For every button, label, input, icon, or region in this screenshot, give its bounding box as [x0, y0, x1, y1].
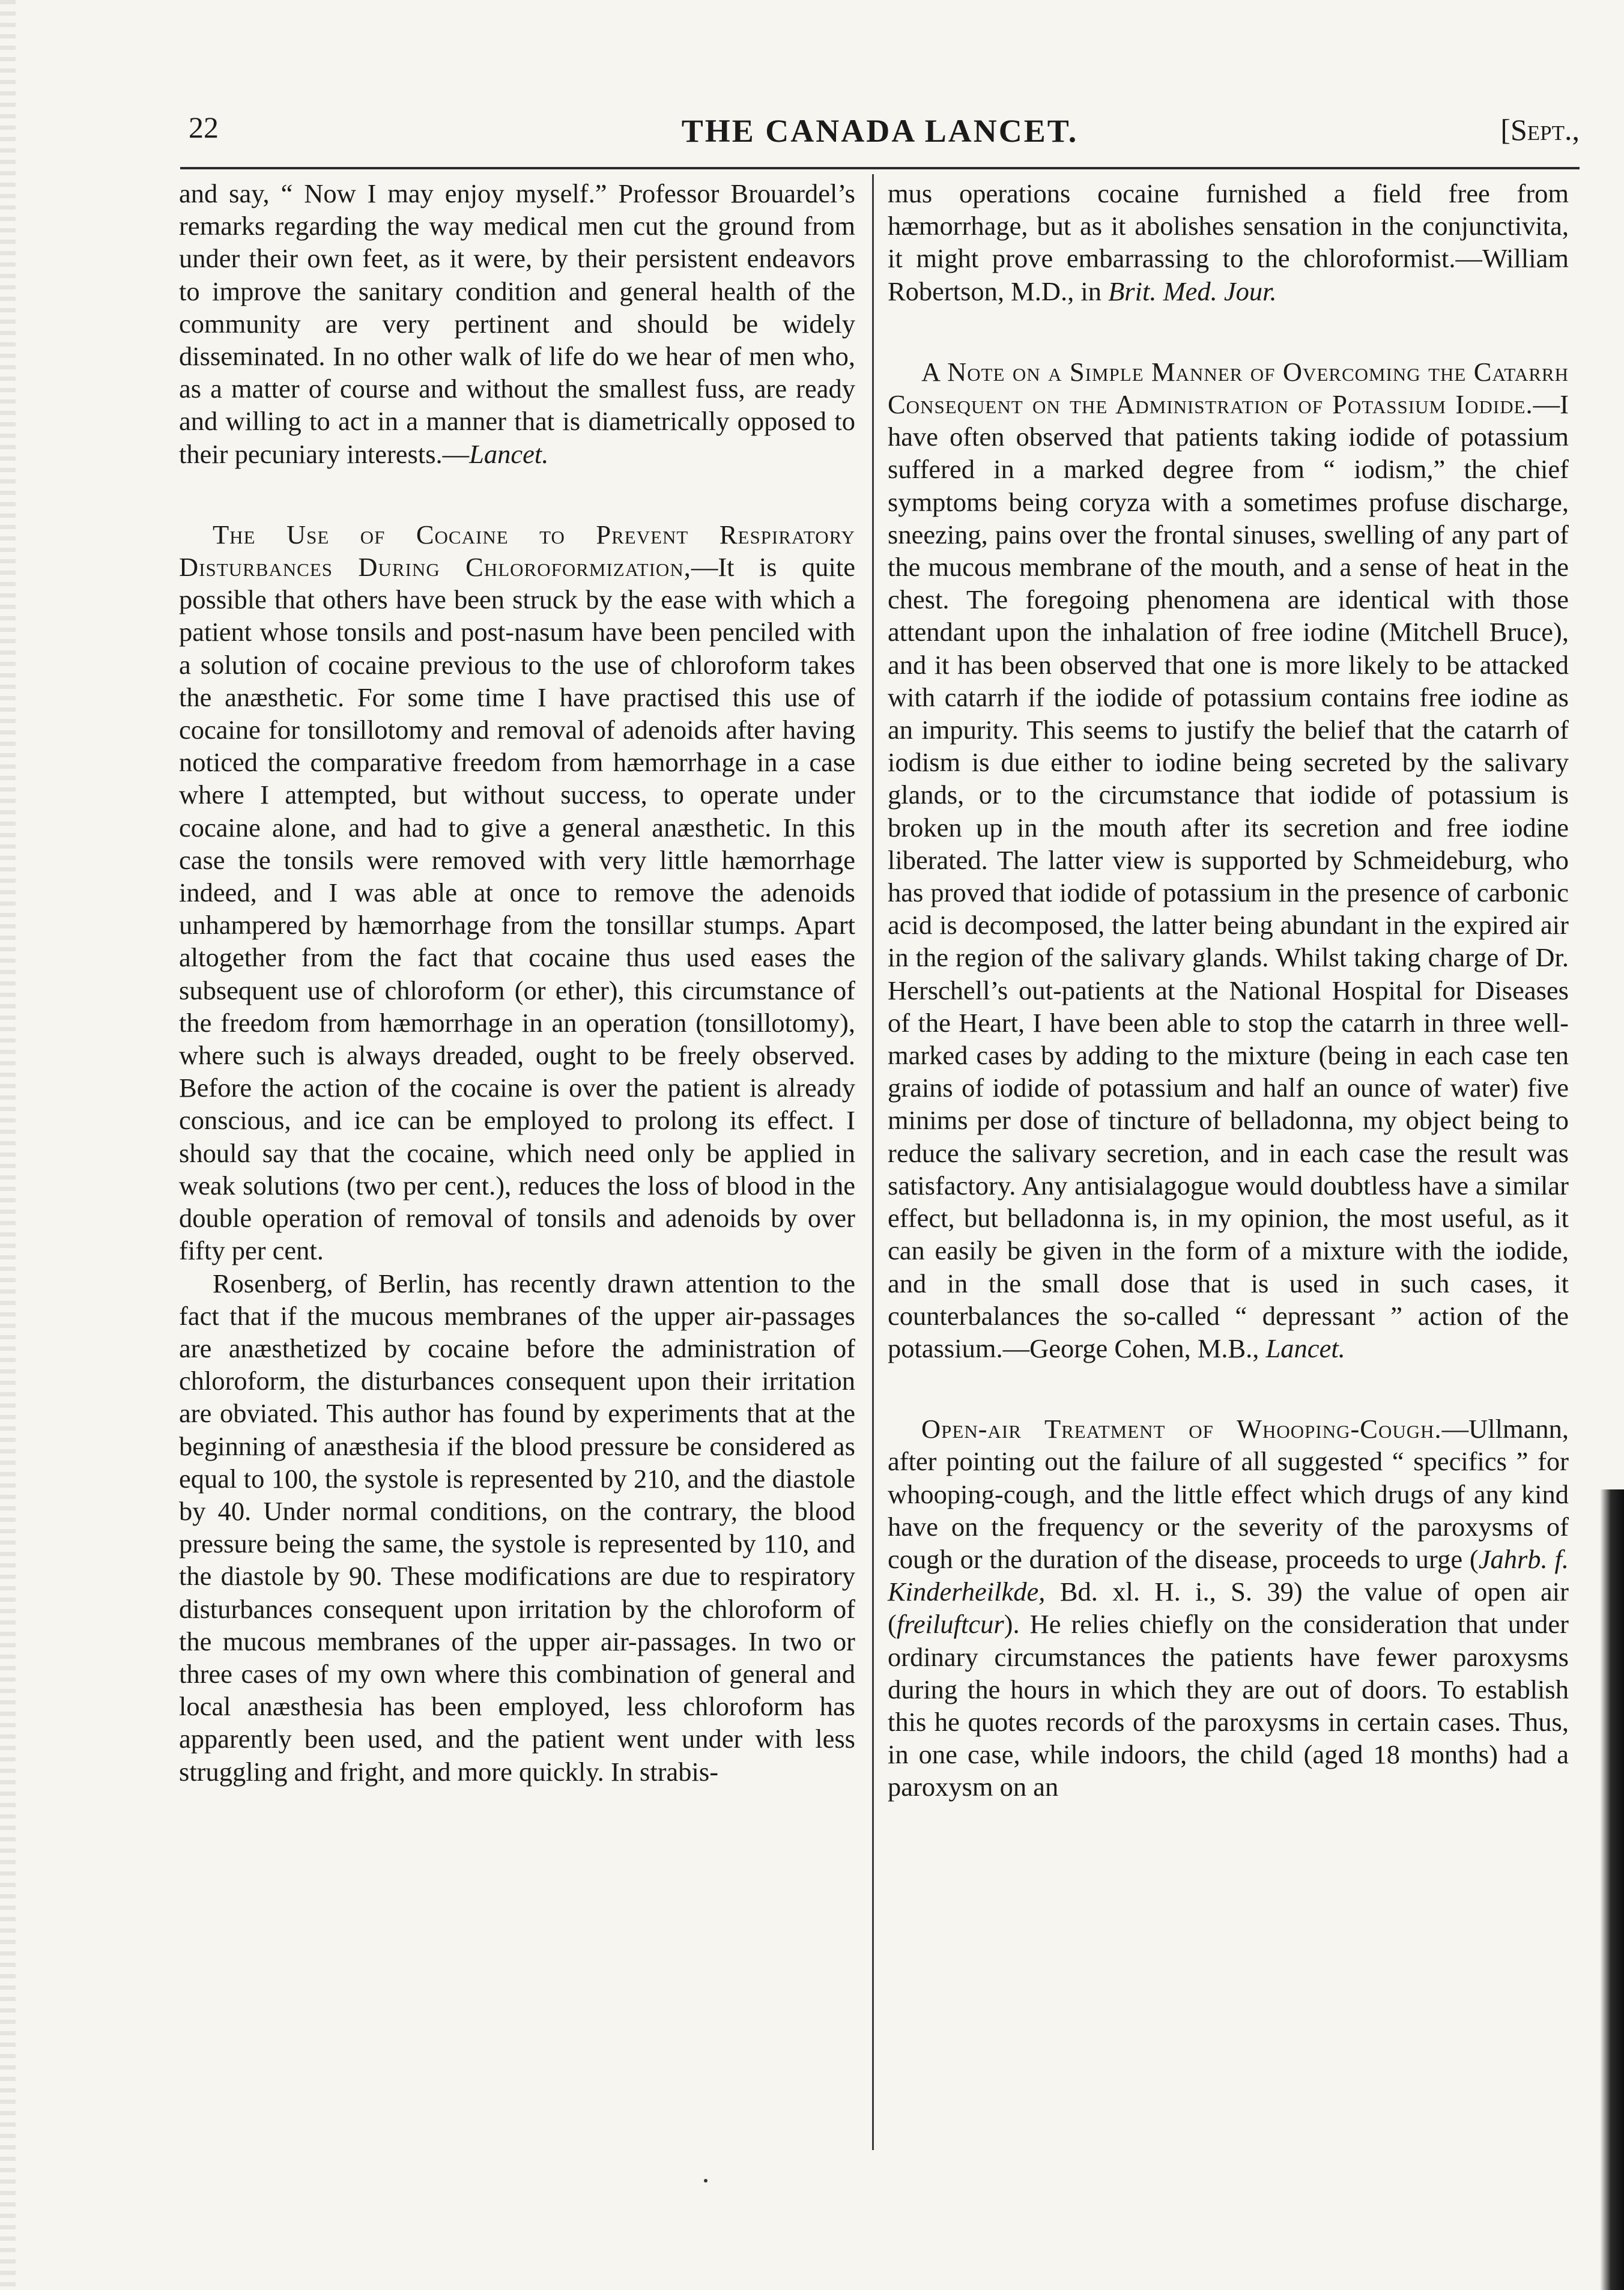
article-cocaine-source: Brit. Med. Jour.: [1108, 276, 1277, 306]
continued-paragraph-text: and say, “ Now I may enjoy myself.” Professor Brouardel’s remarks regarding the way medical men cut the ground from under their own feet, as it were, by their persistent endeavors to improve the sanitary condition and general health of the community are very pertinent and should be widely disseminated. In no other walk of life do we hear of men who, as a matter of course and without the smallest fuss, are ready and willing to act in a manner that is diametrically opposed to their pecuniary interests.—: [179, 178, 855, 469]
continued-paragraph: [179, 177, 855, 470]
article-whooping-cough-term: freiluftcur: [896, 1609, 1004, 1640]
page-number: 22: [189, 111, 219, 144]
article-cocaine-para-2: Rosenberg, of Berlin, has recently drawn attention to the fact that if the mucous membranes of the upper air-passages are anæsthetized by cocaine before the administration of chloroform, the disturbances consequent upon their irritation are obviated. This author has found by experiments that at the beginning of anæsthesia if the blood pressure be considered as equal to 100, the systole is represented by 210, and the diastole by 40. Under normal conditions, on the contrary, the blood pressure being the same, the systole is represented by 110, and the diastole by 90. These modifications are due to respiratory disturbances consequent upon irritation by the chloroform of the mucous membranes of the upper air-passages. In two or three cases of my own where this combination of general and local anæsthesia has been employed, less chloroform has apparently been used, and the patient went under with less struggling and fright, and more quickly. In strabis-: [179, 1268, 855, 1787]
journal-title: THE CANADA LANCET.: [681, 113, 1079, 149]
page-binding-shadow: [1600, 1489, 1624, 2290]
article-iodide: [888, 356, 1569, 1365]
section-gap: [888, 307, 1569, 356]
article-cocaine-continued: [888, 177, 1569, 307]
article-iodide-source: Lancet.: [1265, 1333, 1345, 1363]
continued-paragraph-source: Lancet.: [469, 438, 549, 469]
article-iodide-heading: A Note on a Simple Manner of Overcoming the Catarrh Consequent on the Administration of Potassium Iodide.: [888, 356, 1569, 420]
article-iodide-body: —I have often observed that patients taking iodide of potassium suffered in a marked degree from “ iodism,” the chief symptoms being coryza with a sometimes profuse discharge, sneezing, pains over the frontal sinuses, swelling of any part of the mucous membrane of the mouth, and a sense of heat in the chest. The foregoing phenomena are identical with those attendant upon the inhalation of free iodine (Mitchell Bruce), and it has been observed that one is more likely to be attacked with catarrh if the iodide of potassium contains free iodine as an impurity. This seems to justify the belief that the catarrh of iodism is due either to iodine being secreted by the salivary glands, or to the circumstance that iodide of potassium is broken up in the mouth after its secretion and free iodine liberated. The latter view is supported by Schmeideburg, who has proved that iodide of potassium in the presence of carbonic acid is decomposed, the latter being abundant in the expired air in the region of the salivary glands. Whilst taking charge of Dr. Herschell’s out-patients at the National Hospital for Diseases of the Heart, I have been able to stop the catarrh in three well-marked cases by adding to the mixture (being in each case ten grains of iodide of potassium and half an ounce of water) five minims per dose of tincture of belladonna, my object being to reduce the salivary secretion, and in each case the result was satisfactory. Any antisialagogue would doubtless have a similar effect, but belladonna is, in my opinion, the most useful, as it can easily be given in the form of a mixture with the iodide, and in the small dose that is used in such cases, it counterbalances the so-called “ depressant ” action of the potassium.—George Cohen, M.B.,: [888, 389, 1569, 1363]
article-cocaine-heading: The Use of Cocaine to Prevent Respiratory Disturbances During Chloroformization,: [179, 519, 855, 583]
article-whooping-cough-body-c: ). He relies chiefly on the consideration that under ordinary circumstances the patients have fewer paroxysms during the hours in which they are out of doors. To establish this he quotes records of the paroxysms in certain cases. Thus, in one case, while indoors, the child (aged 18 months) had a paroxysm on an: [888, 1609, 1569, 1802]
section-gap: [179, 470, 855, 518]
article-cocaine-para-1: [179, 518, 855, 1267]
article-cocaine-para-1-text: —It is quite possible that others have been struck by the ease with which a patient whose tonsils and post-nasum have been penciled with a solution of cocaine previous to the use of chloroform takes the anæsthetic. For some time I have practised this use of cocaine for tonsillotomy and removal of adenoids after having noticed the comparative freedom from hæmorrhage in a case where I attempted, but without success, to operate under cocaine alone, and had to give a general anæsthetic. In this case the tonsils were removed with very little hæmorrhage indeed, and I was able at once to remove the adenoids unhampered by hæmorrhage from the tonsillar stumps. Apart altogether from the fact that cocaine thus used eases the subsequent use of chloroform (or ether), this circumstance of the freedom from hæmorrhage in an operation (tonsillotomy), where such is always dreaded, ought to be freely observed. Before the action of the cocaine is over the patient is already conscious, and ice can be employed to prolong its effect. I should say that the cocaine, which need only be applied in weak solutions (two per cent.), reduces the loss of blood in the double operation of removal of tonsils and adenoids by over fifty per cent.: [179, 552, 855, 1266]
article-whooping-cough-body-a: —Ullmann, after pointing out the failure of all suggested “ specifics ” for whooping-cough, and the little effect which drugs of any kind have on the frequency or the severity of the paroxysms of cough or the duration of the disease, proceeds to urge (: [888, 1414, 1569, 1574]
article-whooping-cough-heading: Open-air Treatment of Whooping-Cough.: [921, 1414, 1442, 1444]
section-gap: [888, 1365, 1569, 1413]
column-divider: [872, 174, 874, 2150]
article-whooping-cough-body-b: Bd. xl. H. i., S. 39) the value of open air (: [888, 1577, 1569, 1640]
issue-month: [Sept.,: [1500, 113, 1580, 147]
right-column: [888, 177, 1569, 1804]
article-whooping-cough: [888, 1413, 1569, 1803]
page-header: [180, 105, 1580, 165]
page-edge-left: [0, 0, 16, 2290]
article-cocaine-continued-text: mus operations cocaine furnished a field free from hæmorrhage, but as it abolishes sensation in the conjunctivita, it might prove embarrassing to the chloroformist.—William Robertson, M.D., in: [888, 178, 1569, 306]
article-whooping-cough-citation: Jahrb. f. Kinderheilkde,: [888, 1543, 1569, 1607]
left-column: [179, 177, 855, 1788]
print-mark: [704, 2179, 707, 2182]
header-rule: [180, 167, 1580, 169]
